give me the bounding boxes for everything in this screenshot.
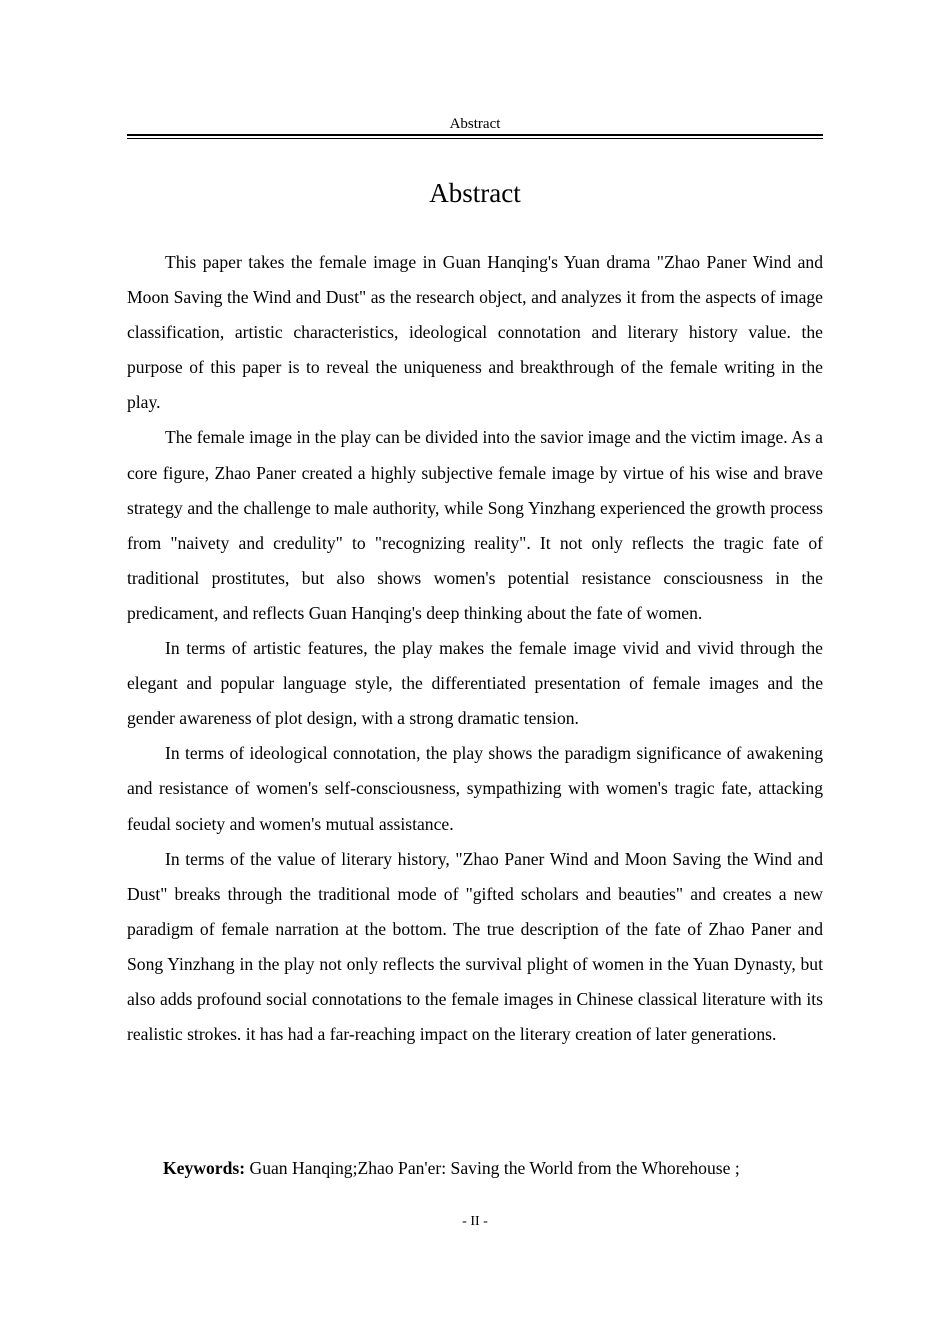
abstract-paragraph-5: In terms of the value of literary history, "Zhao Paner Wind and Moon Saving the Wind and Dust" breaks through the traditional mode of "gifted scholars and beauties" and creates a new paradigm of female narration at the bottom. The true description of the fate of Zhao Paner and Song Yinzhang in the play not only reflects the survival plight of women in the Yuan Dynasty, but also adds profound social connotations to the female images in Chinese classical literature with its realistic strokes. it has had a far-reaching impact on the literary creation of later generations. (127, 848, 823, 1045)
header-rule-thin (127, 138, 823, 139)
abstract-paragraph-2: The female image in the play can be divided into the savior image and the victim image. As a core figure, Zhao Paner created a highly subjective female image by virtue of his wise and brave strategy and the challenge to male authority, while Song Yinzhang experienced the growth process from "naivety and credulity" to "recognizing reality". It not only reflects the tragic fate of traditional prostitutes, but also shows women's potential resistance consciousness in the predicament, and reflects Guan Hanqing's deep thinking about the fate of women. (127, 427, 823, 623)
running-header: Abstract (449, 116, 501, 132)
abstract-body (127, 245, 823, 1052)
page-number: - II - (462, 1214, 488, 1229)
abstract-paragraph-4: In terms of ideological connotation, the play shows the paradigm significance of awakening and resistance of women's self-consciousness, sympathizing with women's tragic fate, attacking feudal society and women's mutual assistance. (127, 743, 823, 834)
header-rule-thick (127, 134, 823, 136)
keywords-text: Guan Hanqing;Zhao Pan'er: Saving the World from the Whorehouse ; (249, 1158, 740, 1178)
page-title: Abstract (429, 178, 521, 208)
abstract-paragraph-1: This paper takes the female image in Guan Hanqing's Yuan drama "Zhao Paner Wind and Moon Saving the Wind and Dust" as the research object, and analyzes it from the aspects of image classification, artistic characteristics, ideological connotation and literary history value. the purpose of this paper is to reveal the uniqueness and breakthrough of the female writing in the play. (127, 252, 823, 413)
keywords-label: Keywords: (163, 1158, 250, 1178)
abstract-paragraph-3: In terms of artistic features, the play makes the female image vivid and vivid through the elegant and popular language style, the differentiated presentation of female images and the gender awareness of plot design, with a strong dramatic tension. (127, 638, 823, 729)
keywords (163, 1155, 823, 1181)
